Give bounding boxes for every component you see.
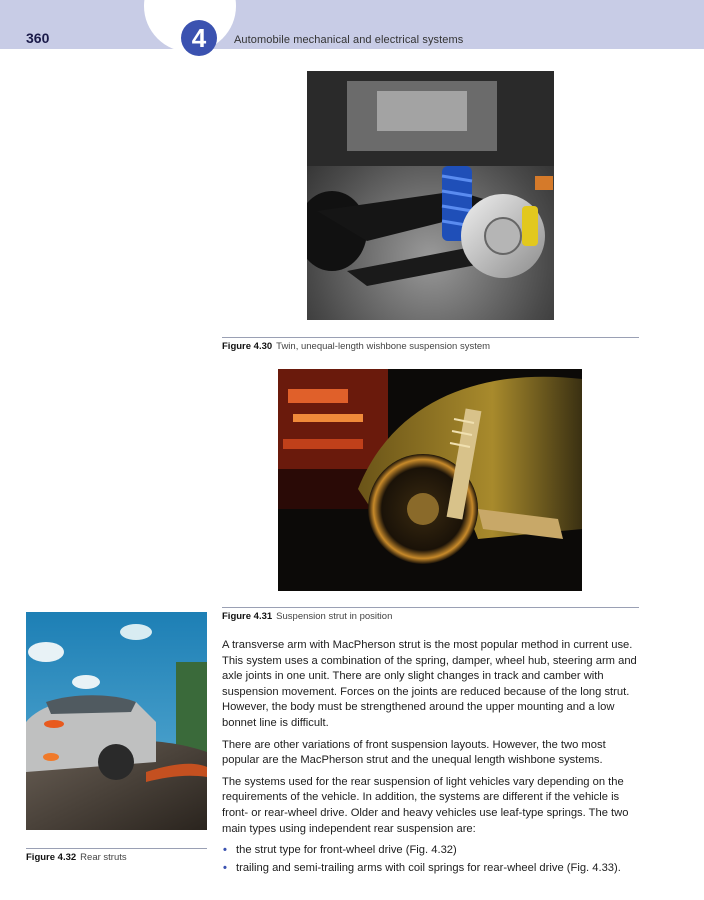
figure-4-30-caption [222,341,490,352]
list-item-text: the strut type for front-wheel drive (Fig. 4.32) [236,844,457,857]
figure-number: Figure 4.31 [222,611,273,622]
figure-4-31-rule [222,607,639,608]
figure-number: Figure 4.30 [222,341,273,352]
figure-4-30-rule [222,337,639,338]
paragraph: There are other variations of front suspension layouts. However, the two most popular are the MacPherson strut and the unequal length wishbone systems. [222,738,606,767]
figure-caption-text: Rear struts [80,852,127,863]
paragraph: A transverse arm with MacPherson strut is the most popular method in current use. This system uses a combination of the spring, damper, wheel hub, steering arm and axle joints in one unit. There are only slight changes in track and camber with suspension movement. Forces on the joints are reduced because of the long strut. However, the body must be strengthened around the upper mounting and a low bonnet line is difficult. [222,639,637,729]
page-number: 360 [26,30,50,46]
list-item [222,861,642,877]
figure-4-31-caption [222,611,392,622]
list-item-text: trailing and semi-trailing arms with coil springs for rear-wheel drive (Fig. 4.33). [236,861,621,874]
figure-caption-text: Twin, unequal-length wishbone suspension system [276,341,491,352]
figure-4-32-rule [26,848,207,849]
figure-4-32-photo [26,612,207,830]
bullet-icon: • [223,861,227,874]
figure-4-31-photo [278,369,582,591]
figure-caption-text: Suspension strut in position [276,611,393,622]
paragraph: The systems used for the rear suspension of light vehicles vary depending on the requirements of the vehicle. In addition, the systems are different if the vehicle is front- or rear-wheel drive. Older and heavy vehicles use leaf-type springs. The two main types using independent rear suspension are: [222,775,629,835]
figure-4-30-photo [307,71,554,320]
chapter-number-badge: 4 [181,20,217,56]
figure-4-32-caption [26,852,127,863]
figure-number: Figure 4.32 [26,852,77,863]
list-item [222,843,642,859]
body-text [222,638,642,878]
bullet-icon: • [223,844,227,857]
running-title: Automobile mechanical and electrical systems [234,34,464,46]
bullet-list [222,843,642,876]
